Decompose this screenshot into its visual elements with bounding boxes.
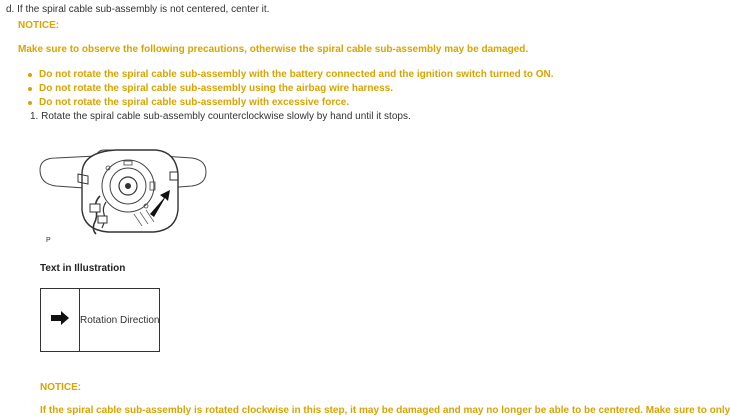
spiral-cable-illustration bbox=[38, 144, 208, 236]
notice-text-top: Make sure to observe the following precautions, otherwise the spiral cable sub-assembly may be damaged. bbox=[18, 44, 529, 55]
legend-label: Rotation Direction bbox=[80, 289, 160, 352]
precaution-item bbox=[28, 96, 554, 110]
bullet-icon bbox=[28, 101, 32, 105]
bullet-icon bbox=[28, 87, 32, 91]
precaution-list bbox=[28, 68, 554, 110]
step-d-text: d. If the spiral cable sub-assembly is not centered, center it. bbox=[6, 4, 270, 15]
right-arrow-icon bbox=[50, 311, 70, 325]
figure-code: P bbox=[46, 237, 51, 244]
notice-text-bottom: If the spiral cable sub-assembly is rotated clockwise in this step, it may be damaged and may no longer be able to be centered. Make sure to only bbox=[40, 405, 730, 416]
notice-label-bottom: NOTICE: bbox=[40, 382, 82, 393]
instruction-step-1: 1. Rotate the spiral cable sub-assembly counterclockwise slowly by hand until it stops. bbox=[30, 111, 411, 122]
precaution-item bbox=[28, 68, 554, 82]
precaution-item bbox=[28, 82, 554, 96]
bullet-icon bbox=[28, 73, 32, 77]
text-in-illustration-heading: Text in Illustration bbox=[40, 263, 126, 274]
precaution-text: Do not rotate the spiral cable sub-assembly with the battery connected and the ignition switch turned to ON. bbox=[39, 69, 554, 80]
table-row bbox=[41, 289, 160, 352]
legend-icon-cell bbox=[41, 289, 80, 352]
illustration-legend-table bbox=[40, 288, 160, 352]
notice-label-top: NOTICE: bbox=[18, 20, 60, 31]
precaution-text: Do not rotate the spiral cable sub-assembly with excessive force. bbox=[39, 97, 350, 108]
precaution-text: Do not rotate the spiral cable sub-assembly using the airbag wire harness. bbox=[39, 83, 393, 94]
